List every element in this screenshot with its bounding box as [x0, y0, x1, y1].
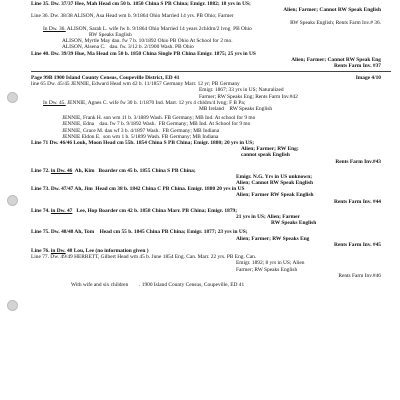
punch-hole: [7, 195, 18, 206]
entry-text: Lee, Hop Boarder cm 42 b. 1858 China Marr. PB China; Emigr. 1879;: [72, 207, 238, 214]
entry-line-40: Line 40. Dw. 39/39 Hue, Ma Head cm 50 b. 1850 China Single PB China Emigr. 1875; 25 yrs in US: [31, 50, 256, 57]
dwelling-ref: in Dw. 47: [50, 207, 73, 214]
entry-line-40-rent: Rents Farm Inv. #37: [333, 62, 381, 69]
entry-line-69: JENNIE, Grace M. dau wf 3 b. 4/1897 Wash. FB Germany; MB Indiana: [62, 127, 220, 134]
entry-line-77-rent: Rents Farm Inv.#46: [338, 272, 381, 279]
entry-text: Line 74.: [31, 207, 51, 214]
entry-text: Line 76.: [31, 247, 51, 254]
entry-text: 48 Lou, Lee (no information given ): [65, 247, 149, 254]
entry-line-36-cont: RW Speaks English; Rents Farm Inv.# 36.: [290, 19, 381, 26]
dwelling-ref: in Dw. 46: [50, 167, 73, 174]
entry-line-39: ALISON, Alsena C. dau. fw. 3/12 b. 2/1900 Wash. PB Ohio: [62, 44, 194, 51]
page-header-title: Page 99B 1900 Island County Census, Coupeville District, ED 41: [31, 75, 180, 82]
punch-hole: [7, 300, 18, 311]
entry-text: JENNIE, Agnes C. wife fw 30 b. 1/1870 Ind. Marr. 12 yrs 4 chldrn/4 lvng; F B Pa;: [65, 99, 246, 106]
document-content: [31, 1, 391, 288]
page-footer: With wife and six children . 1900 Island County Census, Coupeville, ED 41: [71, 281, 245, 288]
entry-line-77-cont2: Farmer; RW Speaks English: [236, 266, 298, 273]
entry-line-73: Line 73. Dw. 47/47 Ah, Jim Head cm 38 b. 1842 China C PB China. Emigr. 1880 20 yrs in US: [31, 186, 245, 193]
entry-line-37-cont: RW Speaks English: [89, 31, 132, 38]
dwelling-ref: In Dw. 36.: [43, 25, 66, 32]
entry-line-65-cont: Emigr. 1867; 33 yrs in US; Naturalized: [199, 87, 284, 94]
entry-text: ALISON, Sarah L. wife fw b. 9/1864 Ohio Married 14 years 2chldrn/2 lvng PB Ohio: [65, 25, 252, 32]
entry-line-73-cont: Alien; Farmer RW Speak English: [236, 192, 314, 199]
entry-line-38: ALISON, Myrtle May dau. fw 7 b. 10/1892 Ohio PB Ohio At School for 2 mo.: [62, 38, 233, 45]
entry-line-35-cont: Alien; Farmer; Cannot RW Speak English: [283, 7, 381, 14]
entry-line-77-cont: Emigr. 1892; 8 yrs in US; Alien: [236, 260, 305, 267]
entry-line-71: Line 71 Dw. 46/46 Louk, Moon Head cm 55b. 1854 China S PB China; Emigr. 1880; 20 yrs in US;: [31, 139, 255, 146]
entry-line-71-rent: Rents Farm Inv.#43: [335, 158, 381, 165]
entry-line-71-cont: Alien; Farmer; RW Eng;: [241, 146, 299, 153]
entry-line-70: JENNIE Eldon E. son wm 1 b. 5/1899 Wash. FB Germany; MB Indiana: [62, 133, 219, 140]
entry-line-66-cont: MB Ireland RW Speaks English: [199, 106, 273, 112]
entry-text: Ah, Kim Boarder cm 45 b. 1855 China S PB China;: [72, 167, 196, 174]
section-divider: [31, 71, 391, 72]
entry-line-35: Line 35. Dw. 37/37 Hee, Mah Head cm 50 b. 1850 China S PB China; Emigr. 1882; 18 yrs in US;: [31, 1, 251, 7]
entry-line-73-rent: Rents Farm Inv. #44: [333, 198, 381, 205]
punch-hole: [7, 92, 18, 103]
dwelling-ref: In Dw. 45.: [43, 99, 66, 106]
entry-line-75-rent: Rents Farm Inv. #45: [333, 241, 381, 248]
entry-text: Line 72.: [31, 167, 51, 174]
entry-line-36: Line 36. Dw. 38/38 ALISON, Asa Head wm b. 9/1864 Ohio Married 14 yrs. PB Ohio; Farmer: [31, 13, 234, 20]
entry-line-75-cont: Alien; Farmer; RW Speaks Eng: [236, 235, 310, 242]
dwelling-ref: in Dw.: [50, 247, 66, 254]
entry-line-75: Line 75. Dw. 48/48 Ah, Tom Head cm 55 b. 1845 China PB China; Emigr. 1877; 23 yrs in US;: [31, 229, 248, 236]
entry-line-65: line 65 Dw. 45/45 JENNIE, Edward Head wm 42 b. 11/1857 Germany Marr. 12 yr; PB Germany: [31, 81, 240, 88]
entry-line-72-cont: Emigr. N.G. Yrs in US unknown;: [236, 173, 312, 180]
entry-line-67: JENNIE, Frank H. son wm 11 b. 3/1889 Wash. FB Germany; MB Ind. At school for 9 mo: [62, 115, 256, 122]
entry-line-71-cont2: cannot speak English: [241, 152, 290, 159]
entry-line-65-cont2: Farmer; RW Speaks Eng; Rents Farm Inv.#42: [199, 93, 298, 100]
entry-line-40-cont: Alien; Farmer; Cannot RW Speak Eng: [291, 56, 381, 63]
page-header-image: Image 4/10: [355, 75, 381, 82]
entry-line-77: Line 77. Dw. 49/49 HERRETT, Gilbert Head wm 45 b. June 1854 Eng. Can. Marr. 22 yrs. PB Eng. Can.: [31, 254, 257, 261]
entry-line-72-cont2: Alien; Cannot RW Speak English: [236, 180, 313, 187]
entry-line-74-cont2: RW Speaks English: [271, 220, 317, 227]
entry-line-74-cont: 21 yrs in US; Alien; Farmer: [236, 214, 300, 220]
entry-line-68: JENNIE, Edna dau. fw 7 b. 9/1892 Wash. FB Germany; MB Ind. At School for 9 mo: [62, 121, 251, 128]
